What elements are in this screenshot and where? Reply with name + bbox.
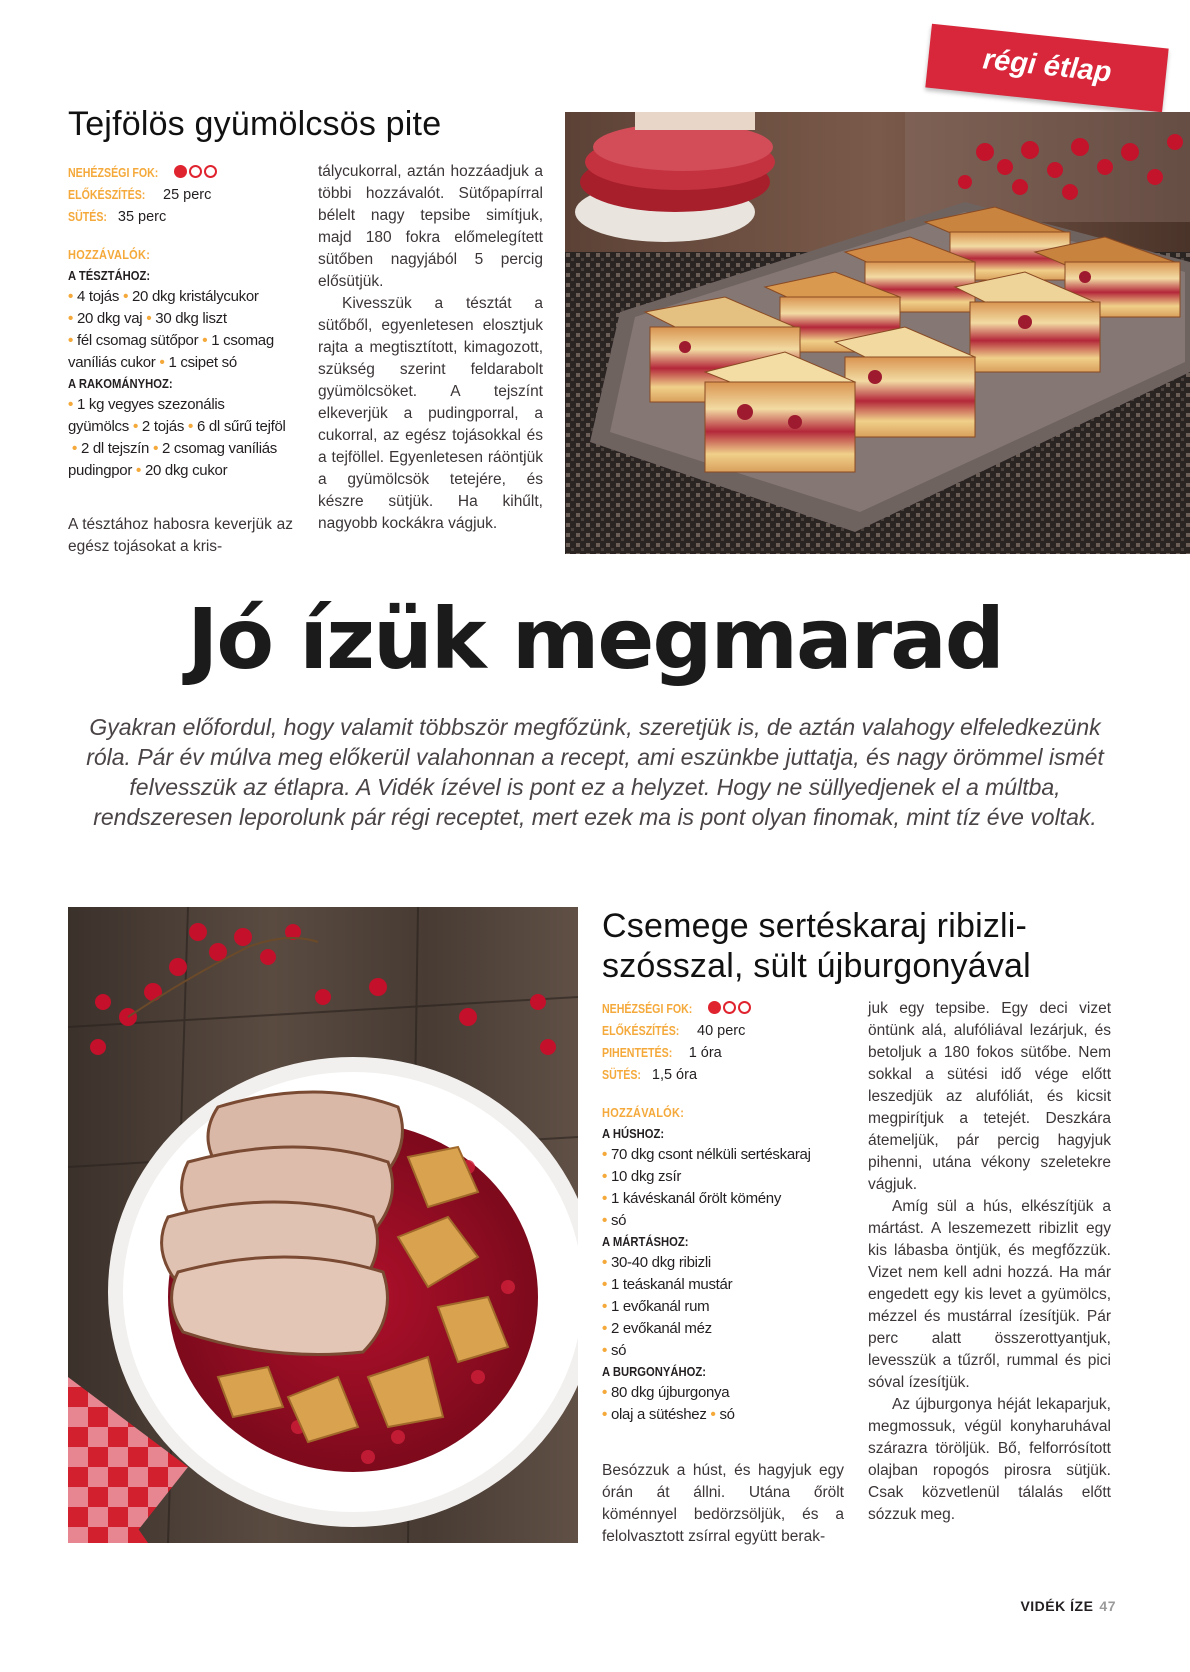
recipe2-bake-value: 1,5 óra	[651, 1067, 698, 1083]
method-paragraph: Besózzuk a húst, és hagyjuk egy órán át állni. Utána őrölt köménnyel bedörzsöljük, és a felolvasztott zsírral együtt berak-	[602, 1462, 844, 1545]
recipe2-rest-value: 1 óra	[688, 1045, 722, 1061]
method-paragraph: tálycukorral, aztán hozzáadjuk a többi hozzávalót. Sütőpapírral bélelt nagy tepsibe simítjuk, majd 180 fokra előmelegített sütőben nagyjából 5 percig elősütjük.	[318, 163, 543, 290]
ingredient: 1 teáskanál mustár	[610, 1276, 733, 1293]
section-tag-ribbon	[925, 24, 1168, 113]
ingredient: olaj a sütéshez	[610, 1406, 707, 1423]
ingredient: 10 dkg zsír	[610, 1168, 682, 1185]
recipe2-ingredients-label: HOZZÁVALÓK:	[602, 1106, 685, 1120]
ingredient: 2 evőkanál méz	[610, 1320, 712, 1337]
ingredient: 2 tojás	[141, 418, 185, 435]
ingredient: 4 tojás	[76, 288, 120, 305]
method-paragraph: Az újburgonya héját lekaparjuk, megmossuk, végül konyharuhával szárazra töröljük. Bő, felforrósított olajban ropogós pirosra sütjük. Csak közvetlenül tálalás előtt sózzuk meg.	[868, 1396, 1111, 1523]
recipe2-difficulty-row	[602, 998, 852, 1020]
recipe2-group-label: A MÁRTÁSHOZ:	[602, 1235, 689, 1249]
recipe1-group-label: A TÉSZTÁHOZ:	[68, 269, 151, 283]
ingredient: 1 csomag vaníliás cukor	[68, 332, 274, 371]
fruit-pie-photo	[565, 112, 1190, 554]
ingredient: 20 dkg cukor	[144, 462, 228, 479]
section-tag-label: régi étlap	[981, 43, 1113, 89]
recipe1-bake-label: SÜTÉS:	[68, 210, 107, 224]
ingredient: 30 dkg liszt	[155, 310, 227, 327]
recipe1-prep-label: ELŐKÉSZÍTÉS:	[68, 188, 146, 202]
ingredient: 1 kávéskanál őrölt kömény	[610, 1190, 782, 1207]
recipe1-difficulty-label: NEHÉZSÉGI FOK:	[68, 166, 159, 180]
ingredient: 1 evőkanál rum	[610, 1298, 710, 1315]
recipe2-rest-row	[602, 1042, 852, 1064]
difficulty-dot-empty-icon	[738, 1001, 751, 1014]
ingredient: 80 dkg újburgonya	[610, 1384, 730, 1401]
recipe1-ingredients-label: HOZZÁVALÓK:	[68, 248, 151, 262]
ingredient: só	[610, 1342, 627, 1359]
recipe2-method-col2	[868, 998, 1111, 1526]
recipe1-method-col2	[318, 161, 543, 535]
recipe2-meta	[602, 998, 852, 1426]
recipe1-ingredients-dough: • 4 tojás • 20 dkg kristálycukor • 20 dkg vaj • 30 dkg liszt • fél csomag sütőpor • 1 csomag vaníliás cukor • 1 csipet só	[68, 288, 274, 371]
ingredient: 30-40 dkg ribizli	[610, 1254, 711, 1271]
pork-dish-photo	[68, 907, 578, 1543]
recipe2-prep-row	[602, 1020, 852, 1042]
ingredient: 20 dkg kristálycukor	[132, 288, 259, 305]
recipe1-ingredients-filling: • 1 kg vegyes szezonális gyümölcs • 2 tojás • 6 dl sűrű tejföl • 2 dl tejszín • 2 csomag vaníliás pudingpor • 20 dkg cukor	[68, 396, 286, 479]
recipe2-difficulty-label: NEHÉZSÉGI FOK:	[602, 1002, 693, 1016]
recipe2-group-label: A HÚSHOZ:	[602, 1127, 665, 1141]
recipe1-bake-value: 35 perc	[117, 209, 167, 225]
recipe2-bake-row	[602, 1064, 852, 1086]
recipe1-method-col1	[68, 514, 293, 558]
recipe1-title: Tejfölös gyümölcsös pite	[68, 105, 442, 143]
ingredient: 1 kg vegyes szezonális gyümölcs	[68, 396, 225, 435]
difficulty-dot-filled-icon	[708, 1001, 721, 1014]
recipe1-bake-row	[68, 206, 300, 228]
ingredient: só	[719, 1406, 735, 1423]
difficulty-dot-empty-icon	[189, 165, 202, 178]
recipe2-prep-value: 40 perc	[697, 1023, 746, 1039]
recipe2-group-label: A BURGONYÁHOZ:	[602, 1365, 706, 1379]
recipe2-ingredients-sauce: • 30-40 dkg ribizli • 1 teáskanál mustár • 1 evőkanál rum • 2 evőkanál méz • só	[602, 1254, 733, 1359]
method-paragraph: A tésztához habosra keverjük az egész tojásokat a kris-	[68, 516, 293, 555]
ingredient: fél csomag sütőpor	[76, 332, 199, 349]
ingredient: 2 dl tejszín	[80, 440, 150, 457]
recipe1-difficulty-row	[68, 162, 300, 184]
recipe2-ingredients-meat: • 70 dkg csont nélküli sertéskaraj • 10 dkg zsír • 1 kávéskanál őrölt kömény • só	[602, 1146, 811, 1229]
difficulty-dot-filled-icon	[174, 165, 187, 178]
recipe2-title	[602, 906, 1031, 986]
recipe2-ingredients-potato: • 80 dkg újburgonya • olaj a sütéshez • só	[602, 1384, 735, 1423]
ingredient: 2 csomag vaníliás pudingpor	[68, 440, 277, 479]
recipe2-prep-label: ELŐKÉSZÍTÉS:	[602, 1024, 680, 1038]
page-headline: Jó ízük megmarad	[187, 590, 1003, 688]
method-paragraph: juk egy tepsibe. Egy deci vizet öntünk alá, alufóliával lezárjuk, és betoljuk a 180 fokos sütőbe. Nem sokkal a sütési idő vége előtt leszedjük az alufóliát, és kicsit megpirítjuk a tetejét. Deszkára átemeljük, pár percig hagyjuk pihenni, utána vékony szeletekre vágjuk.	[868, 1000, 1111, 1193]
recipe2-title-line: szósszal, sült újburgonyával	[602, 947, 1031, 986]
ingredient: 6 dl sűrű tejföl	[196, 418, 286, 435]
recipe1-prep-value: 25 perc	[163, 187, 212, 203]
method-paragraph: Amíg sül a hús, elkészítjük a mártást. A leszemezett ribizlit egy kis lábasba öntjük, és megfőzzük. Vizet nem kell adni hozzá. Ha már engedett egy kis levet a gyümölcs, mézzel és mustárral ízesítjük. Pár perc alatt összerottyantjuk, levesszük a tűzről, rummal és pici sóval ízesítjük.	[868, 1198, 1111, 1391]
difficulty-dot-empty-icon	[204, 165, 217, 178]
page-footer	[1020, 1598, 1116, 1614]
recipe1-prep-row	[68, 184, 300, 206]
recipe1-meta	[68, 162, 300, 482]
ingredient: 20 dkg vaj	[76, 310, 143, 327]
ingredient: 70 dkg csont nélküli sertéskaraj	[610, 1146, 811, 1163]
ingredient: só	[610, 1212, 627, 1229]
method-paragraph: Kivesszük a tésztát a sütőből, egyenletesen elosztjuk rajta a megtisztított, kimagozott, szükség szerint feldarabolt gyümölcsöket. A tejszínt elkeverjük a pudingporral, a cukorral, az egész tojásokkal és a tejföllel. Egyenletesen ráöntjük a gyümölcsök tetejére, és készre sütjük. Ha kihűlt, nagyobb kockákra vágjuk.	[318, 295, 543, 532]
recipe1-group-label: A RAKOMÁNYHOZ:	[68, 377, 173, 391]
recipe2-rest-label: PIHENTETÉS:	[602, 1046, 673, 1060]
magazine-name: VIDÉK ÍZE	[1020, 1598, 1094, 1614]
page-number: 47	[1099, 1598, 1116, 1614]
recipe2-title-line: Csemege sertéskaraj ribizli-	[602, 907, 1028, 945]
ingredient: 1 csipet só	[168, 354, 237, 371]
lead-paragraph: Gyakran előfordul, hogy valamit többször megfőzünk, szeretjük is, de aztán valahogy elfeledkezünk róla. Pár év múlva meg előkerül valahonnan a recept, ami eszünkbe juttatja, és nagy örömmel ismét felvesszük az étlapra. A Vidék ízével is pont ez a helyzet. Hogy ne süllyedjenek el a múltba, rendszeresen leporolunk pár régi receptet, mert ezek ma is pont olyan finomak, mint tíz éve voltak.	[86, 714, 1104, 830]
recipe2-method-col1	[602, 1460, 844, 1548]
recipe2-bake-label: SÜTÉS:	[602, 1068, 641, 1082]
difficulty-dot-empty-icon	[723, 1001, 736, 1014]
